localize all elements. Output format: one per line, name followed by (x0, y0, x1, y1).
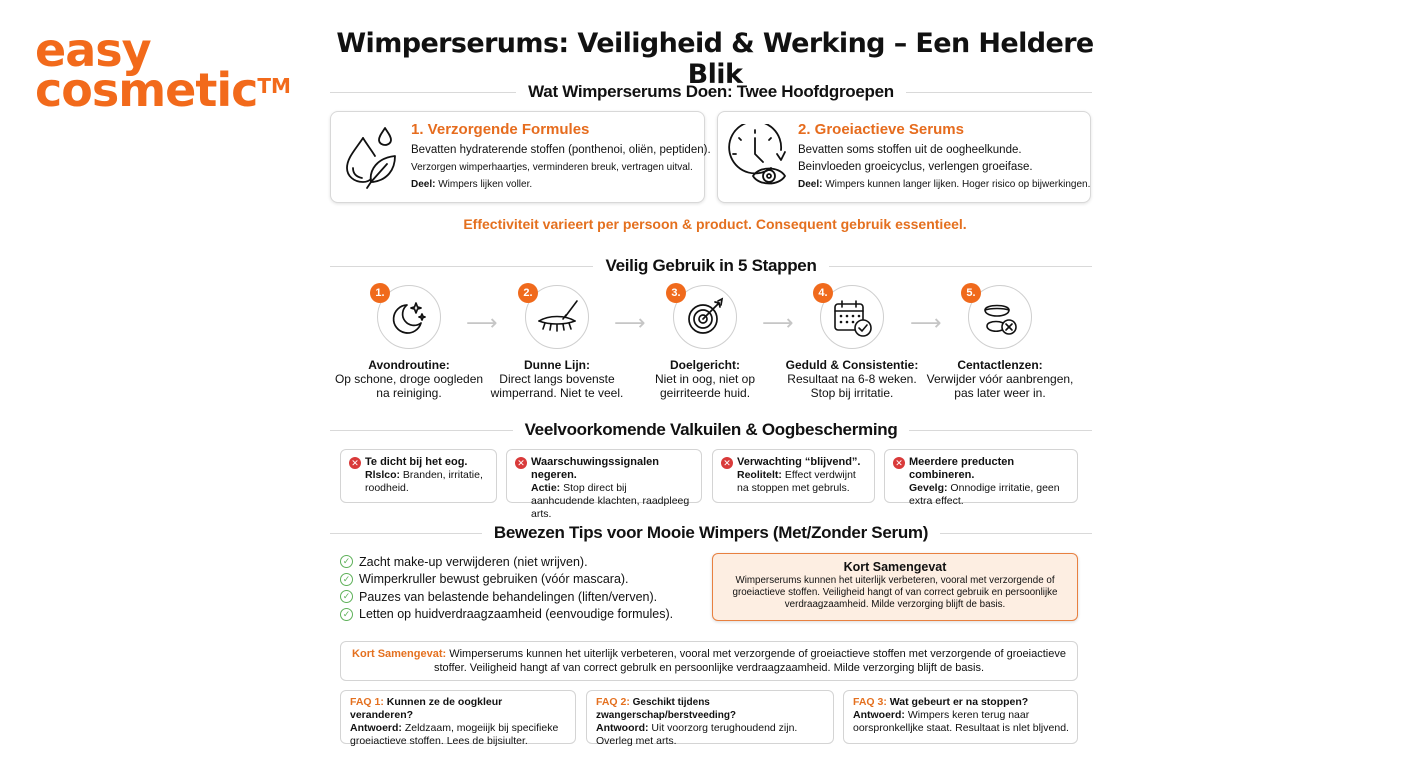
divider (829, 266, 1092, 267)
group-line: Wimpers kunnen langer lijken. Hoger risico op bijwerkingen. (822, 179, 1091, 190)
faq-card-2 (586, 690, 834, 747)
faq-answer-label: Antwoerd: (350, 722, 402, 734)
faq-answer: Wimpers keren terug naar oorspronkelljke staat. Resultaat is nlet bljvend. (853, 709, 1069, 734)
tip-text: Letten op huidverdraagzaamheid (eenvoudige formules). (359, 607, 674, 622)
faq-question: Geschikt tijdens zwangerschap/berstveeding? (596, 697, 737, 721)
pitfall-title: Te dicht bij het eog. (365, 456, 468, 468)
faq-answer-label: Antwoord: (596, 722, 649, 734)
arrow-right-icon: ⟶ (614, 310, 646, 335)
group-line: Verzorgen wimperhaartjes, verminderen breuk, vertragen uitval. (411, 162, 693, 173)
group-line: Wimpers lijken voller. (435, 179, 533, 190)
faq-answer: Uit voorzorg terughoudend zijn. Overleg met arts. (596, 722, 798, 747)
step-5 (925, 285, 1075, 400)
tip-item (340, 571, 673, 589)
group-card-groeiactief (717, 111, 1091, 203)
pitfall-card (884, 449, 1078, 507)
tip-item (340, 606, 673, 624)
check-circle-icon: ✓ (340, 555, 353, 568)
section-header-pitfalls (330, 420, 1092, 440)
summary-banner (340, 641, 1078, 681)
divider (940, 533, 1092, 534)
step-number: 3. (666, 283, 686, 303)
arrow-right-icon: ⟶ (762, 310, 794, 335)
faq-answer-label: Antwoerd: (853, 709, 905, 721)
step-2 (482, 285, 632, 400)
check-circle-icon: ✓ (340, 590, 353, 603)
step-3 (630, 285, 780, 400)
summary-box (712, 553, 1078, 621)
drop-leaf-icon (331, 124, 411, 190)
target-icon (685, 297, 725, 337)
effect-note: Effectiviteit varieert per persoon & product. Consequent gebruik essentieel. (463, 216, 967, 232)
pitfall-card (340, 449, 497, 503)
tips-list (340, 553, 673, 623)
step-title: Geduld & Consistentie: (785, 358, 919, 372)
brand-logo (35, 23, 291, 117)
step-title: Centactlenzen: (957, 358, 1043, 372)
step-desc: Resultaat na 6-8 weken. Stop bij irritatie. (787, 372, 917, 400)
group-title: 1. Verzorgende Formules (411, 121, 590, 138)
faq-label: FAQ 1: (350, 696, 384, 708)
step-number: 2. (518, 283, 538, 303)
error-x-icon: ✕ (515, 457, 527, 469)
pitfall-desc: Onnodige irritatie, geen extra effect. (909, 482, 1060, 507)
divider (330, 92, 516, 93)
section-header-tips (330, 523, 1092, 543)
faq-label: FAQ 3: (853, 696, 887, 708)
pitfall-card (712, 449, 875, 503)
step-title: Dunne Lijn: (524, 358, 590, 372)
page-title: Wimperserums: Veiligheid & Werking – Een Heldere Blik (336, 28, 1094, 90)
group-label: Deel: (411, 179, 436, 190)
contact-lens-icon (979, 296, 1021, 338)
faq-question: Wat gebeurt er na stoppen? (886, 696, 1029, 708)
tip-text: Pauzes van belastende behandelingen (liften/verven). (359, 589, 658, 604)
pitfall-label: Rlslco: (365, 469, 401, 481)
group-title: 2. Groeiactieve Serums (798, 121, 964, 138)
tip-item (340, 588, 673, 606)
arrow-right-icon: ⟶ (466, 310, 498, 335)
tip-item (340, 553, 673, 571)
step-number: 4. (813, 283, 833, 303)
group-label: Deel: (798, 179, 823, 190)
trademark: TM (257, 74, 291, 98)
steps-row (330, 285, 1092, 405)
group-line: Bevatten soms stoffen uit de oogheelkunde. (798, 144, 1022, 156)
pitfall-desc: Branden, irritatie, roodheid. (365, 469, 483, 494)
divider (330, 430, 513, 431)
pitfall-desc: Effect verdwijnt na stoppen met gebruls. (737, 469, 856, 494)
step-title: Avondroutine: (368, 358, 450, 372)
brand-line-2: cosmetic (35, 63, 258, 117)
step-1 (334, 285, 484, 400)
check-circle-icon: ✓ (340, 573, 353, 586)
section-title: Wat Wimperserums Doen: Twee Hoofdgroepen (528, 82, 894, 101)
faq-answer: Zeldzaam, mogeiijk bij specifieke groeiactieve stoffen. Lees de bijsiulter. (350, 722, 559, 747)
calendar-check-icon (831, 296, 873, 338)
summary-text: Wimperserums kunnen het uiterlijk verbeteren, vooral met verzorgende of groeiactieve stoffen. Veiligheid hangt of van correct gebruik en persoonlijke verdraagzaamheid. Milde verzorging blijft de basis. (732, 575, 1058, 610)
clock-eye-icon (718, 124, 798, 190)
group-line: Beinvloeden groeicyclus, verlengen groeifase. (798, 161, 1033, 173)
divider (330, 533, 482, 534)
section-header-steps (330, 256, 1092, 276)
tip-text: Wimperkruller bewust gebruiken (vóór mascara). (359, 572, 629, 587)
divider (906, 92, 1092, 93)
step-desc: Direct langs bovenste wimperrand. Niet te veel. (490, 372, 624, 400)
pitfall-card (506, 449, 702, 520)
pitfall-label: Reolitelt: (737, 469, 782, 481)
step-4 (777, 285, 927, 400)
faq-question: Kunnen ze de oogkleur veranderen? (350, 696, 503, 721)
step-title: Doelgericht: (669, 358, 740, 372)
section-title: Veilig Gebruik in 5 Stappen (605, 256, 817, 275)
section-header-groups (330, 82, 1092, 102)
check-circle-icon: ✓ (340, 608, 353, 621)
divider (909, 430, 1092, 431)
group-card-verzorgend (330, 111, 711, 203)
error-x-icon: ✕ (893, 457, 905, 469)
brand-line-1: easy (35, 23, 151, 77)
group-line: Bevatten hydraterende stoffen (ponthenoi, oliën, peptiden). (411, 144, 711, 156)
arrow-right-icon: ⟶ (910, 310, 942, 335)
pitfall-title: Verwachting “blijvend”. (737, 456, 861, 468)
section-title: Veelvoorkomende Valkuilen & Oogbescherming (524, 420, 898, 439)
step-number: 5. (961, 283, 981, 303)
summary-label: Kort Samengevat: (352, 648, 447, 660)
summary-text: Wimperserums kunnen het uiterlijk verbeteren, vooral met verzorgende of groeiactieve stoffen met verzorgende of groeiactieve stoffer. Veiligheid hangt af van correct gebrulk en persoonlijke verdraagzaamheid. Milde verzorging blijft de basis. (433, 648, 1066, 674)
error-x-icon: ✕ (349, 457, 361, 469)
section-title: Bewezen Tips voor Mooie Wimpers (Met/Zonder Serum) (493, 523, 929, 542)
divider (330, 266, 593, 267)
step-desc: Verwijder vóór aanbrengen, pas later weer in. (926, 372, 1074, 400)
step-desc: Niet in oog, niet op geirriteerde huid. (654, 372, 756, 400)
tip-text: Zacht make-up verwijderen (niet wrijven). (359, 554, 588, 569)
moon-stars-icon (389, 297, 429, 337)
faq-card-3 (843, 690, 1078, 744)
pitfall-title: Waarschuwingssignalen negeren. (531, 456, 659, 481)
pitfall-desc: Stop direct bij aanhcudende klachten, raadpleeg arts. (531, 482, 690, 520)
pitfall-label: Gevelg: (909, 482, 948, 494)
faq-card-1 (340, 690, 576, 747)
pitfall-title: Meerdere preducten combineren. (909, 456, 1015, 481)
pitfall-label: Actie: (531, 482, 561, 494)
step-number: 1. (370, 283, 390, 303)
error-x-icon: ✕ (721, 457, 733, 469)
lash-brush-icon (535, 297, 579, 337)
summary-title: Kort Samengevat (843, 560, 947, 574)
faq-label: FAQ 2: (596, 696, 630, 708)
step-desc: Op schone, droge oogleden na reiniging. (334, 372, 484, 400)
